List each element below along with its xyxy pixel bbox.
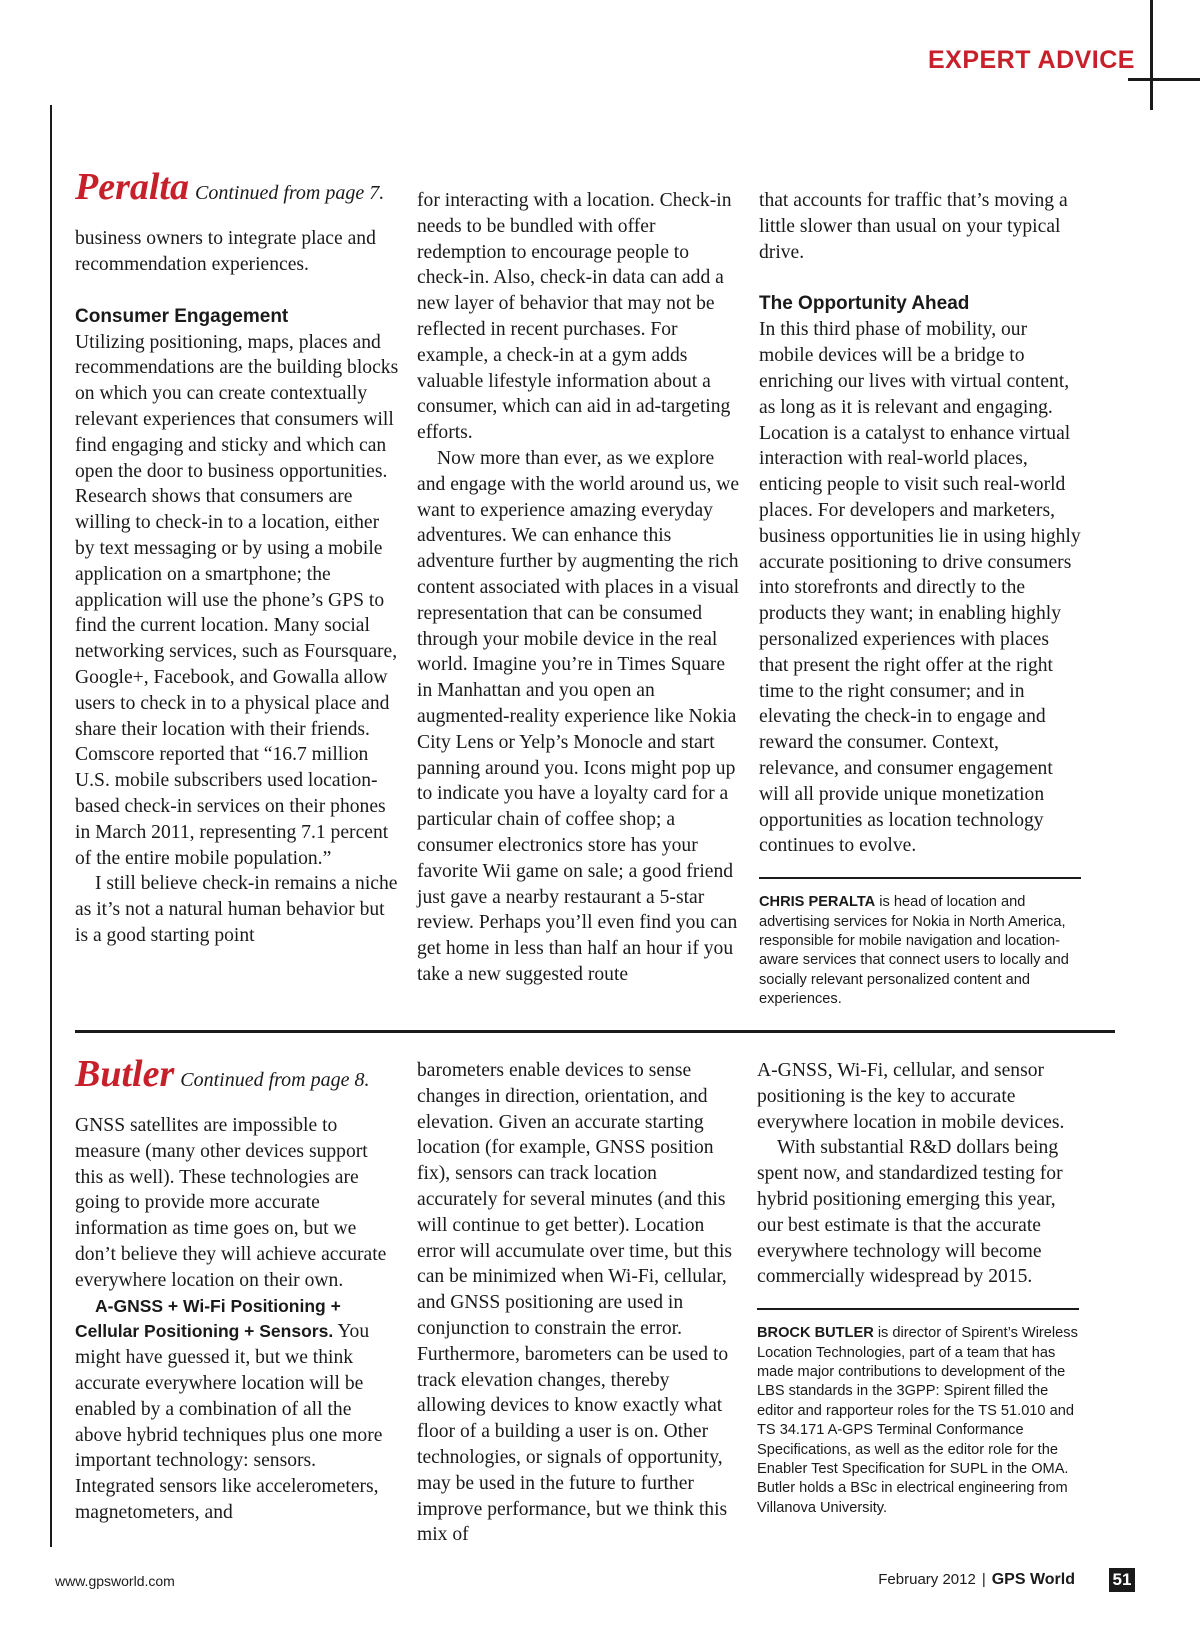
section-label: EXPERT ADVICE (927, 46, 1135, 74)
paragraph: With substantial R&D dollars being spent now, and standardized testing for hybrid positioning emerging this year, our best estimate is that the accurate everywhere technology will become commercially widespread by 2015. (757, 1137, 1063, 1288)
footer-issue-info (878, 1571, 1075, 1589)
subheading: Consumer Engagement (75, 305, 289, 327)
paragraph: I still believe check-in remains a niche as it’s not a natural human behavior but is a good starting point (75, 873, 398, 946)
author-name: BROCK BUTLER (757, 1325, 874, 1342)
left-margin-rule (50, 105, 52, 1547)
peralta-column-1 (75, 168, 400, 949)
author-bio (759, 893, 1081, 1009)
butler-column-2 (417, 1058, 742, 1548)
butler-heading-name: Butler (75, 1053, 175, 1095)
page-number: 51 (1109, 1568, 1135, 1592)
bio-text: is director of Spirent’s Wireless Location Technologies, part of a team that has made major contributions to development of the LBS standards in the 3GPP: Spirent filled the editor and rapporteur roles for the TS 51.010 and TS 34.171 A-GPS Terminal Conformance Specifications, as well as the editor role for the Enabler Test Specification for SUPL in the OMA. Butler holds a BSc in electrical engineering from Villanova University. (757, 1325, 1078, 1516)
butler-column-3 (757, 1058, 1079, 1518)
footer-separator: | (981, 1571, 986, 1588)
peralta-heading (75, 168, 400, 226)
paragraph: Now more than ever, as we explore and engage with the world around us, we want to experience amazing everyday adventures. We can enhance this adventure further by augmenting the rich content associated with places in a visual representation that can be consumed through your mobile device in the real world. Imagine you’re in Times Square in Manhattan and you open an augmented-reality experience like Nokia City Lens or Yelp’s Monocle and start panning around you. Icons might pop up to indicate you have a loyalty card for a particular chain of coffee shop; a consumer electronics store has your favorite Wii game on sale; a good friend just gave a nearby restaurant a 5-star review. Perhaps you’ll even find you can get home in less than half an hour if you take a new suggested route (417, 447, 740, 985)
paragraph: GNSS satellites are impossible to measure (many other devices support this as well). These technologies are going to provide more accurate information as time goes on, but we don’t believe they will achieve accurate everywhere location on their own. (75, 1115, 387, 1291)
subheading: The Opportunity Ahead (759, 293, 970, 315)
peralta-column-3 (759, 188, 1081, 1010)
paragraph: for interacting with a location. Check-in needs to be bundled with offer redemption to encourage people to check-in. Also, check-in data can add a new layer of behavior that may not be reflected in recent purchases. For example, a check-in at a gym adds valuable lifestyle information about a consumer, which can aid in ad-targeting efforts. (417, 190, 732, 444)
issue-date: February 2012 (878, 1571, 976, 1588)
crop-mark-vertical (1150, 0, 1153, 110)
butler-heading (75, 1055, 400, 1113)
bio-rule (759, 877, 1081, 879)
author-bio (757, 1324, 1079, 1518)
footer-url: www.gpsworld.com (55, 1573, 175, 1589)
publication-name: GPS World (991, 1571, 1075, 1588)
crop-mark-horizontal (1128, 78, 1200, 81)
author-name: CHRIS PERALTA (759, 894, 876, 911)
bio-text: is head of location and advertising services for Nokia in North America, responsible for mobile navigation and location-aware services that connect users to locally and socially relevant personalized content and experiences. (759, 894, 1069, 1008)
run-in-heading: A-GNSS + Wi-Fi Positioning + Cellular Positioning + Sensors. (75, 1295, 341, 1342)
peralta-column-2 (417, 188, 742, 988)
paragraph: barometers enable devices to sense changes in direction, orientation, and elevation. Given an accurate starting location (for example, GNSS position fix), sensors can track location accurately for several minutes (and this will continue to get better). Location error will accumulate over time, but this can be minimized when Wi-Fi, cellular, and GNSS positioning are used in conjunction to constrain the error. Furthermore, barometers can be used to track elevation changes, thereby allowing devices to know exactly what floor of a building a user is on. Other technologies, or signals of opportunity, may be used in the future to further improve performance, but we think this mix of (417, 1060, 733, 1546)
paragraph: that accounts for traffic that’s moving a little slower than usual on your typical drive. (759, 190, 1068, 263)
paragraph (75, 1294, 400, 1526)
paragraph: A-GNSS, Wi-Fi, cellular, and sensor positioning is the key to accurate everywhere location in mobile devices. (757, 1060, 1065, 1133)
butler-column-1 (75, 1055, 400, 1526)
paragraph: In this third phase of mobility, our mobile devices will be a bridge to enriching our lives with virtual content, as long as it is relevant and engaging. Location is a catalyst to enhance virtual interaction with real-world places, enticing people to visit such real-world places. For developers and marketers, business opportunities lie in using highly accurate positioning to drive consumers into storefronts and directly to the products they want; in enabling highly personalized experiences with places that present the right offer at the right time to the right consumer; and in elevating the check-in to engage and reward the consumer. Context, relevance, and consumer engagement will all provide unique monetization opportunities as location technology continues to evolve. (759, 319, 1081, 857)
bio-rule (757, 1308, 1079, 1310)
peralta-heading-name: Peralta (75, 166, 189, 208)
article-divider (75, 1030, 1115, 1033)
paragraph-text: You might have guessed it, but we think accurate everywhere location will be enabled by a combination of all the above hybrid techniques plus one more important technology: sensors. Integrated sensors like accelerometers, magnetometers, and (75, 1321, 383, 1523)
paragraph: business owners to integrate place and recommendation experiences. (75, 228, 376, 275)
butler-continued: Continued from page 8. (180, 1069, 370, 1091)
peralta-continued: Continued from page 7. (194, 182, 385, 204)
paragraph: Utilizing positioning, maps, places and recommendations are the building blocks on which you can create contextually relevant experiences that consumers will find engaging and sticky and which can open the door to business opportunities. Research shows that consumers are willing to check-in to a location, either by text messaging or by using a mobile application on a smartphone; the application will use the phone’s GPS to find the current location. Many social networking services, such as Foursquare, Google+, Facebook, and Gowalla allow users to check in to a physical place and share their location with their friends. Comscore reported that “16.7 million U.S. mobile subscribers used location-based check-in services on their phones in March 2011, representing 7.1 percent of the entire mobile population.” (75, 331, 399, 869)
